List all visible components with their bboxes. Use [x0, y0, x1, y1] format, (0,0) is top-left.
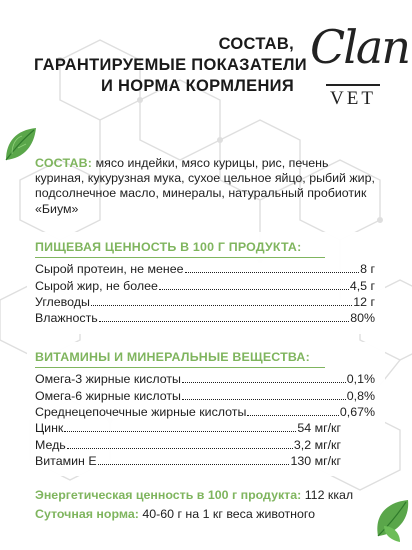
nutrition-heading: ПИЩЕВАЯ ЦЕННОСТЬ В 100 Г ПРОДУКТА: — [35, 240, 302, 254]
section-divider — [35, 367, 325, 368]
nutrition-row-value: 12 г — [353, 295, 375, 309]
nutrition-row-label: Углеводы — [35, 295, 90, 309]
daily-norm-label: Суточная норма: — [35, 506, 139, 521]
page-title-line: ГАРАНТИРУЕМЫЕ ПОКАЗАТЕЛИ — [34, 56, 307, 74]
dot-leader — [182, 381, 346, 383]
energy-value-line — [27, 486, 385, 505]
dot-leader — [67, 447, 293, 449]
logo-divider — [326, 84, 380, 86]
energy-label: Энергетическая ценность в 100 г продукта: — [35, 488, 302, 502]
vitamin-row — [35, 453, 375, 469]
energy-value: 112 ккал — [304, 488, 354, 502]
nutrition-row — [35, 261, 375, 277]
nutrition-row — [35, 294, 375, 310]
nutrition-row-value: 8 г — [360, 262, 375, 277]
mint-leaf-icon — [2, 124, 42, 166]
dot-leader — [99, 320, 349, 322]
daily-norm-line — [27, 505, 385, 524]
vitamin-row-label: Омега-6 жирные кислоты — [35, 388, 181, 403]
dot-leader — [185, 271, 360, 273]
vitamin-row-label: Витамин Е — [35, 454, 97, 469]
composition-heading: СОСТАВ: — [35, 156, 93, 170]
nutrition-row-label: Влажность — [35, 311, 98, 326]
vitamin-row-label: Среднецепочечные жирные кислоты — [35, 405, 247, 419]
nutrition-row — [35, 310, 375, 326]
vitamin-row-label: Цинк — [35, 421, 64, 436]
mint-leaf-icon — [370, 496, 412, 546]
section-divider — [35, 257, 325, 258]
nutrition-row-value: 80% — [350, 311, 375, 326]
header — [0, 0, 412, 140]
dot-leader — [159, 288, 349, 290]
nutrition-row-label: Сырой протеин, не менее — [35, 262, 184, 277]
nutrition-row — [35, 278, 375, 294]
composition-text-block — [27, 148, 385, 217]
nutrition-section — [27, 232, 385, 334]
dot-leader — [182, 398, 346, 400]
vitamin-row — [35, 420, 375, 436]
vitamin-row-value: 3,2 мг/кг — [293, 437, 341, 452]
page-title-line: СОСТАВ, — [218, 35, 294, 53]
vitamin-row — [35, 388, 375, 404]
page-title — [34, 34, 307, 97]
logo-script-text: Clan — [310, 20, 409, 74]
vitamins-heading: ВИТАМИНЫ И МИНЕРАЛЬНЫЕ ВЕЩЕСТВА: — [35, 350, 310, 364]
energy-section — [27, 486, 385, 536]
vitamin-row — [35, 404, 375, 420]
vitamin-row-value: 0,1% — [346, 372, 375, 387]
vitamin-row-value: 0,8% — [346, 388, 375, 403]
vitamin-row-label: Медь — [35, 437, 66, 452]
vitamin-row — [35, 437, 375, 453]
dot-leader — [98, 463, 290, 465]
vitamin-row-value: 0,67% — [339, 405, 375, 419]
clan-vet-logo — [310, 14, 409, 114]
page-title-line: И НОРМА КОРМЛЕНИЯ — [101, 77, 294, 95]
dot-leader — [91, 304, 352, 306]
composition-section — [27, 148, 385, 220]
nutrition-row-label: Сырой жир, не более — [35, 278, 158, 293]
logo-sub-text: VET — [330, 88, 376, 109]
vitamin-row-value: 130 мг/кг — [290, 454, 341, 469]
composition-text: мясо индейки, мясо курицы, рис, печень куриная, кукурузная мука, сухое цельное яйцо, рыбий жир, подсолнечное масло, минералы, натуральный пробиотик «Биум» — [35, 156, 375, 216]
nutrition-row-value: 4,5 г — [349, 278, 375, 293]
dot-leader — [64, 430, 296, 432]
vitamin-row — [35, 371, 375, 387]
vitamins-section — [27, 342, 385, 476]
dot-leader — [247, 414, 338, 416]
vitamin-row-label: Омега-3 жирные кислоты — [35, 372, 181, 387]
vitamin-row-value: 54 мг/кг — [297, 421, 341, 436]
daily-norm-value: 40-60 г на 1 кг веса животного — [142, 506, 315, 521]
